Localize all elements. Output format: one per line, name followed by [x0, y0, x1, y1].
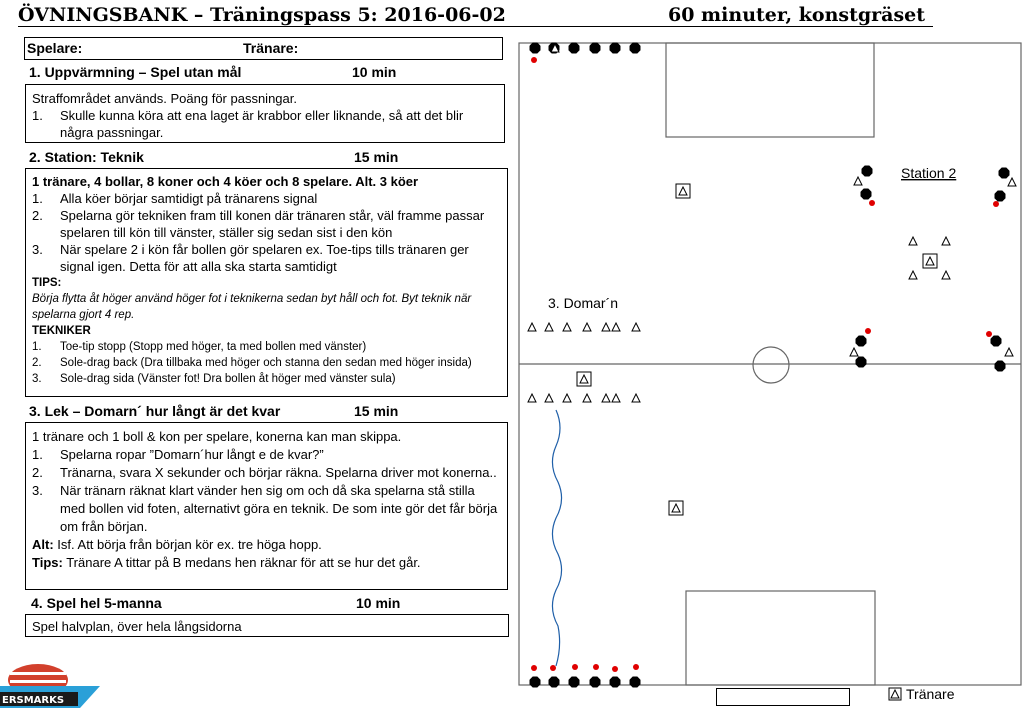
page-title: ÖVNINGSBANK – Träningspass 5: 2016-06-02: [18, 4, 506, 26]
section-2-techniques-label: TEKNIKER: [32, 325, 91, 337]
list-item: 2. Tränarna, svara X sekunder och börjar räkna. Spelarna driver mot konerna..: [32, 465, 497, 480]
cone-marker: [942, 271, 950, 279]
cone-marker: [612, 323, 620, 331]
section-2-minutes: 15 min: [354, 149, 399, 165]
ball-marker: [593, 664, 599, 670]
list-item: 2. Sole-drag back (Dra tillbaka med höger och stanna den sedan med höger insida): [32, 357, 472, 369]
section-4-intro: Spel halvplan, över hela långsidorna: [32, 619, 242, 634]
section-1-minutes: 10 min: [352, 64, 397, 80]
cone-marker: [1008, 178, 1016, 186]
list-item: 2. Spelarna gör tekniken fram till konen där tränaren står, väl framme passar spelaren till kön till vänster, ställer sig sedan sist i den kön: [32, 208, 485, 240]
player-marker: [530, 677, 541, 688]
list-item: 1. Skulle kunna köra att ena laget är krabbor eller liknande, så att det blir några passningar.: [32, 108, 464, 140]
players-label: Spelare:: [27, 40, 83, 56]
ball-marker: [993, 201, 999, 207]
ball-marker: [550, 665, 556, 671]
station2-label: Station 2: [901, 165, 957, 181]
player-marker: [630, 677, 641, 688]
section-3-minutes: 15 min: [354, 403, 399, 419]
section-1-box: [25, 84, 505, 143]
ball-marker: [986, 331, 992, 337]
cone-marker: [583, 394, 591, 402]
cone-marker: [909, 271, 917, 279]
list-item: 3. När tränarn räknat klart vänder hen sig om och då ska spelarna stå stilla med bollen vid foten, alternativt göra en teknik. De som inte gör det får börja om från början.: [32, 483, 498, 534]
player-marker: [530, 43, 541, 54]
player-marker: [630, 43, 641, 54]
ball-marker: [869, 200, 875, 206]
cone-marker: [545, 323, 553, 331]
dribble-path: [552, 410, 561, 666]
field-diagram: [500, 36, 1024, 708]
section-4-minutes: 10 min: [356, 595, 401, 611]
ball-marker: [865, 328, 871, 334]
trainer-legend: [888, 686, 955, 702]
people-box: [24, 37, 503, 60]
cone-marker: [612, 394, 620, 402]
cone-marker: [632, 323, 640, 331]
list-item: 1. Alla köer börjar samtidigt på tränarens signal: [32, 191, 318, 206]
section-2-intro: 1 tränare, 4 bollar, 8 koner och 4 köer och 8 spelare. Alt. 3 köer: [32, 174, 419, 189]
section-2-title: 2. Station: Teknik: [29, 149, 144, 165]
player-marker: [999, 168, 1010, 179]
player-marker: [590, 43, 601, 54]
cone-marker: [942, 237, 950, 245]
domare-label: 3. Domar´n: [548, 295, 619, 311]
player-marker: [856, 357, 867, 368]
ball-marker: [531, 665, 537, 671]
club-logo: [0, 654, 100, 708]
section-2-box: [25, 168, 508, 397]
cone-marker: [909, 237, 917, 245]
section-4-box: [25, 614, 509, 637]
cone-marker: [545, 394, 553, 402]
list-item: 1. Spelarna ropar ”Domarn´hur långt e de kvar?”: [32, 447, 324, 462]
title-underline: [18, 26, 933, 27]
player-marker: [861, 189, 872, 200]
section-2-tips-text: Börja flytta åt höger använd höger fot i teknikerna sedan byt håll och fot. Byt teknik när spelarna gjort 4 rep.: [32, 293, 472, 321]
section-3-title: 3. Lek – Domarn´ hur långt är det kvar: [29, 403, 281, 419]
legend-box: [716, 688, 850, 706]
cone-marker: [632, 394, 640, 402]
bottom-penalty-area: [686, 591, 875, 685]
cone-marker: [528, 323, 536, 331]
cone-marker: [1005, 348, 1013, 356]
section-3-tips: Tips: Tränare A tittar på B medans hen räknar för att se hur det går.: [32, 555, 421, 570]
cone-marker: [602, 394, 610, 402]
section-3-intro: 1 tränare och 1 boll & kon per spelare, konerna kan man skippa.: [32, 429, 402, 444]
trainer-icon: [888, 687, 902, 701]
cone-marker: [563, 323, 571, 331]
ball-marker: [633, 664, 639, 670]
player-marker: [862, 166, 873, 177]
cone-marker: [583, 323, 591, 331]
center-circle: [753, 347, 789, 383]
player-marker: [995, 191, 1006, 202]
ball-marker: [612, 666, 618, 672]
section-2-tips-label: TIPS:: [32, 277, 62, 289]
top-penalty-area: [666, 43, 874, 137]
section-3-box: [25, 422, 508, 590]
trainers-label: Tränare:: [243, 40, 299, 56]
ball-marker: [531, 57, 537, 63]
cone-marker: [850, 348, 858, 356]
section-1-title: 1. Uppvärmning – Spel utan mål: [29, 64, 242, 80]
section-4-title: 4. Spel hel 5-manna: [31, 595, 162, 611]
player-marker: [991, 336, 1002, 347]
player-marker: [569, 677, 580, 688]
list-item: 1. Toe-tip stopp (Stopp med höger, ta med bollen med vänster): [32, 341, 367, 353]
player-marker: [549, 677, 560, 688]
list-item: 3. Sole-drag sida (Vänster fot! Dra bollen åt höger med vänster sula): [32, 373, 396, 385]
section-3-alt: Alt: Isf. Att börja från början kör ex. tre höga hopp.: [32, 537, 322, 552]
session-duration: 60 minuter, konstgräset: [668, 4, 926, 26]
list-item: 3. När spelare 2 i kön får bollen gör spelaren ex. Toe-tips tills tränaren ger signal igen. Detta för att alla ska starta samtidigt: [32, 242, 469, 274]
cone-marker: [563, 394, 571, 402]
ball-marker: [572, 664, 578, 670]
cone-marker: [528, 394, 536, 402]
cone-marker: [854, 177, 862, 185]
player-marker: [856, 336, 867, 347]
logo-text: ERSMARKS: [2, 695, 65, 706]
trainer-legend-label: Tränare: [906, 686, 955, 702]
cone-marker: [602, 323, 610, 331]
player-marker: [590, 677, 601, 688]
player-marker: [995, 361, 1006, 372]
player-marker: [569, 43, 580, 54]
player-marker: [610, 43, 621, 54]
section-1-intro: Straffområdet används. Poäng för passningar.: [32, 91, 297, 106]
player-marker: [610, 677, 621, 688]
